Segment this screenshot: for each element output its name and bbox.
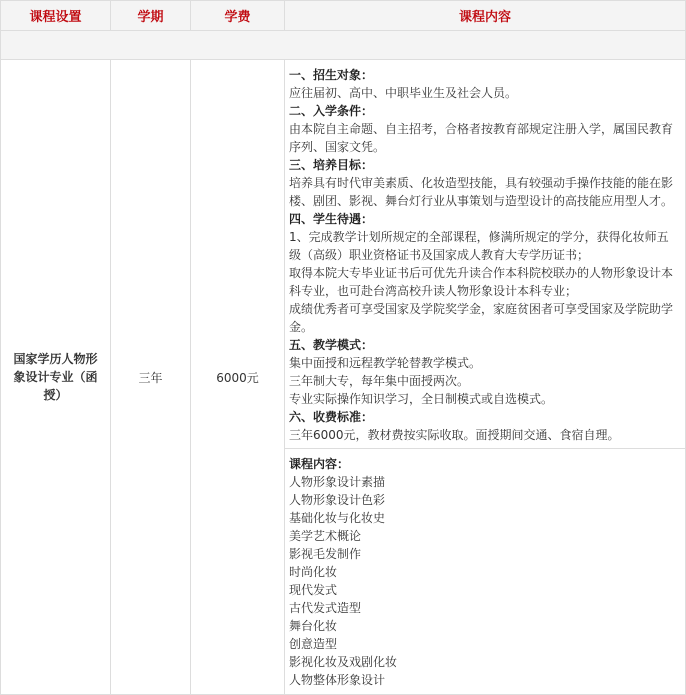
section-title: 五、教学模式： (289, 338, 374, 352)
section-title: 二、入学条件： (289, 104, 374, 118)
courses-cell (284, 448, 686, 695)
section-text: 应往届初、高中、中职毕业生及社会人员。 (289, 86, 518, 100)
section-title: 三、培养目标： (289, 158, 374, 172)
header-term (110, 0, 191, 31)
section-text: 取得本院大专毕业证书后可优先升读合作本科院校联办的人物形象设计本 (289, 266, 674, 280)
fee-value: 6000元 (216, 370, 259, 385)
major-cell (0, 59, 111, 695)
section-text: 序列、国家文凭。 (289, 140, 386, 154)
course-item: 基础化妆与化妆史 (289, 511, 386, 525)
section-text: 1、完成教学计划所规定的全部课程，修满所规定的学分，获得化妆师五 (289, 230, 669, 244)
section-text: 金。 (289, 320, 314, 334)
header-content-label: 课程内容 (458, 10, 511, 25)
section-title: 六、收费标准： (289, 410, 374, 424)
course-item: 舞台化妆 (289, 619, 338, 633)
section-text: 专业实际操作知识学习，全日制模式或自选模式。 (289, 392, 554, 406)
section-text: 由本院自主命题、自主招考，合格者按教育部规定注册入学，属国民教育 (289, 122, 674, 136)
course-item: 现代发式 (289, 583, 338, 597)
header-term-label: 学期 (137, 10, 164, 25)
course-item: 人物整体形象设计 (289, 673, 386, 687)
section-text: 集中面授和远程教学轮替教学模式。 (289, 356, 482, 370)
header-fee-label: 学费 (224, 10, 251, 25)
section-title: 四、学生待遇： (289, 212, 374, 226)
section-text: 三年6000元，教材费按实际收取。面授期间交通、食宿自理。 (289, 428, 620, 442)
term-value: 三年 (138, 370, 163, 385)
section-title: 一、招生对象： (289, 68, 374, 82)
course-item: 古代发式造型 (289, 601, 362, 615)
section-text: 楼、剧团、影视、舞台灯行业从事策划与造型设计的高技能应用型人才。 (289, 194, 674, 208)
course-item: 创意造型 (289, 637, 338, 651)
course-item: 时尚化妆 (289, 565, 338, 579)
course-item: 人物形象设计素描 (289, 475, 386, 489)
header-course (0, 0, 111, 31)
course-item: 人物形象设计色彩 (289, 493, 386, 507)
header-fee (190, 0, 285, 31)
courses-title: 课程内容： (289, 457, 350, 471)
term-cell (110, 59, 191, 695)
section-text: 三年制大专，每年集中面授两次。 (289, 374, 470, 388)
header-content (284, 0, 686, 31)
course-item: 影视化妆及戏剧化妆 (289, 655, 398, 669)
course-item: 影视毛发制作 (289, 547, 362, 561)
section-text: 级（高级）职业资格证书及国家成人教育大专学历证书； (289, 248, 590, 262)
section-text: 培养具有时代审美素质、化妆造型技能，具有较强动手操作技能的能在影 (289, 176, 674, 190)
major-name: 国家学历人物形象设计专业（函授） (13, 352, 98, 402)
course-item: 美学艺术概论 (289, 529, 362, 543)
section-text: 科专业，也可赴台湾高校升读人物形象设计本科专业； (289, 284, 578, 298)
section-text: 成绩优秀者可享受国家及学院奖学金，家庭贫困者可享受国家及学院助学 (289, 302, 674, 316)
header-course-label: 课程设置 (29, 10, 82, 25)
empty-row (0, 31, 686, 60)
fee-cell (190, 59, 285, 695)
details-cell (284, 59, 686, 449)
